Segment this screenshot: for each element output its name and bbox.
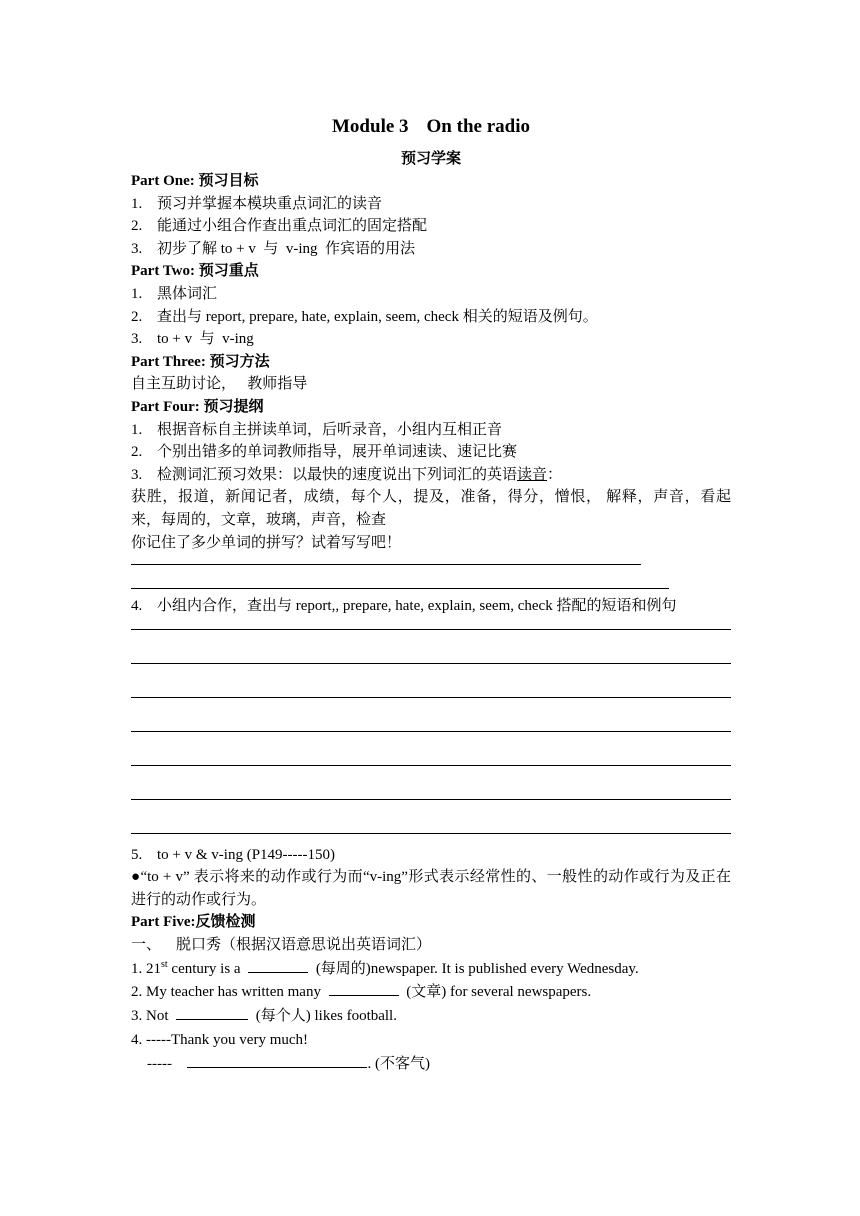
question-text: . (不客气) xyxy=(367,1056,430,1073)
list-item xyxy=(131,283,731,306)
part-two-heading: Part Two: 预习重点 xyxy=(131,263,259,280)
question-text: 1. 21 xyxy=(131,960,161,977)
answer-line[interactable] xyxy=(131,833,731,834)
list-item xyxy=(131,238,731,261)
answer-blank[interactable] xyxy=(248,957,308,973)
part-four-heading: Part Four: 预习提纲 xyxy=(131,398,264,415)
item-text: to + v & v-ing (P149-----150) xyxy=(157,846,336,863)
answer-line[interactable] xyxy=(131,697,731,698)
item-number: 2. xyxy=(131,308,143,325)
item-text: 黑体词汇 xyxy=(157,285,218,302)
list-item xyxy=(131,464,731,487)
item-text: 检测词汇预习效果：以最快的速度说出下列词汇的英语 xyxy=(157,466,518,483)
list-item xyxy=(131,193,731,216)
item-text-end: ： xyxy=(547,466,563,483)
item-text: 能通过小组合作查出重点词汇的固定搭配 xyxy=(157,218,428,235)
question-4: 4. -----Thank you very much! xyxy=(131,1032,309,1049)
answer-line[interactable] xyxy=(131,731,731,732)
answer-line[interactable] xyxy=(131,663,731,664)
answer-line[interactable] xyxy=(131,799,731,800)
question-4-reply xyxy=(131,1052,731,1076)
item-number: 4. xyxy=(131,598,143,615)
part-three-heading: Part Three: 预习方法 xyxy=(131,353,270,370)
question-text: 2. My teacher has written many xyxy=(131,984,325,1001)
page-subtitle: 预习学案 xyxy=(400,151,461,167)
list-item xyxy=(131,844,731,867)
item-text: 查出与 report, prepare, hate, explain, seem, check 相关的短语及例句。 xyxy=(157,308,598,325)
module-topic: On the radio xyxy=(426,116,530,137)
question-text: ----- xyxy=(147,1056,180,1073)
answer-line[interactable] xyxy=(131,564,641,565)
underlined-word: 读音 xyxy=(517,466,548,483)
list-item xyxy=(131,328,731,351)
question-text: century is a xyxy=(167,960,245,977)
page-title xyxy=(131,114,731,140)
question-text: 3. Not xyxy=(131,1007,173,1024)
item-number: 3. xyxy=(131,466,143,483)
section-one-heading: 一、 脱口秀（根据汉语意思说出英语词汇） xyxy=(131,937,432,954)
item-text: 根据音标自主拼读单词，后听录音，小组内互相正音 xyxy=(157,421,503,438)
superscript: st xyxy=(161,958,168,970)
item-text: to + v 与 v-ing xyxy=(157,331,254,348)
item-text: 初步了解 to + v 与 v-ing 作宾语的用法 xyxy=(157,240,416,257)
answer-line[interactable] xyxy=(131,629,731,630)
item-number: 1. xyxy=(131,421,143,438)
answer-blank[interactable] xyxy=(329,980,399,996)
rule-note: ●“to + v” 表示将来的动作或行为而“v-ing”形式表示经常性的、一般性的动作或行为及正在进行的动作或行为。 xyxy=(131,869,731,908)
item-number: 3. xyxy=(131,331,143,348)
item-text: 小组内合作，查出与 report,, prepare, hate, explain, seem, check 搭配的短语和例句 xyxy=(157,598,677,615)
question-text: (每周的)newspaper. It is published every Wednesday. xyxy=(308,960,639,977)
list-item xyxy=(131,215,731,238)
item-number: 1. xyxy=(131,285,143,302)
part-one-heading: Part One: 预习目标 xyxy=(131,173,259,189)
worksheet-page xyxy=(131,114,731,1076)
list-item xyxy=(131,595,731,618)
list-item xyxy=(131,419,731,442)
question-text: (文章) for several newspapers. xyxy=(398,984,592,1001)
spelling-prompt: 你记住了多少单词的拼写？试着写写吧！ xyxy=(131,534,402,551)
question-2 xyxy=(131,980,731,1004)
question-text: (每个人) likes football. xyxy=(248,1007,397,1024)
question-1 xyxy=(131,957,731,981)
method-text: 自主互助讨论， 教师指导 xyxy=(131,376,308,393)
item-number: 5. xyxy=(131,846,143,863)
answer-line[interactable] xyxy=(131,588,669,589)
item-number: 2. xyxy=(131,218,143,235)
answer-blank[interactable] xyxy=(187,1052,367,1068)
vocab-list: 获胜，报道，新闻记者，成绩，每个人，提及，准备，得分，憎恨， 解释，声音，看起来，每周的，文章，玻璃，声音，检查 xyxy=(131,489,731,528)
answer-blank[interactable] xyxy=(176,1004,248,1020)
part-five-heading: Part Five:反馈检测 xyxy=(131,914,256,931)
question-3 xyxy=(131,1004,731,1028)
list-item xyxy=(131,306,731,329)
item-text: 个别出错多的单词教师指导，展开单词速读、速记比赛 xyxy=(157,444,518,461)
item-text: 预习并掌握本模块重点词汇的读音 xyxy=(157,195,383,212)
item-number: 2. xyxy=(131,444,143,461)
answer-line[interactable] xyxy=(131,765,731,766)
item-number: 3. xyxy=(131,240,143,257)
item-number: 1. xyxy=(131,195,143,212)
module-number: Module 3 xyxy=(332,116,409,137)
list-item xyxy=(131,441,731,464)
